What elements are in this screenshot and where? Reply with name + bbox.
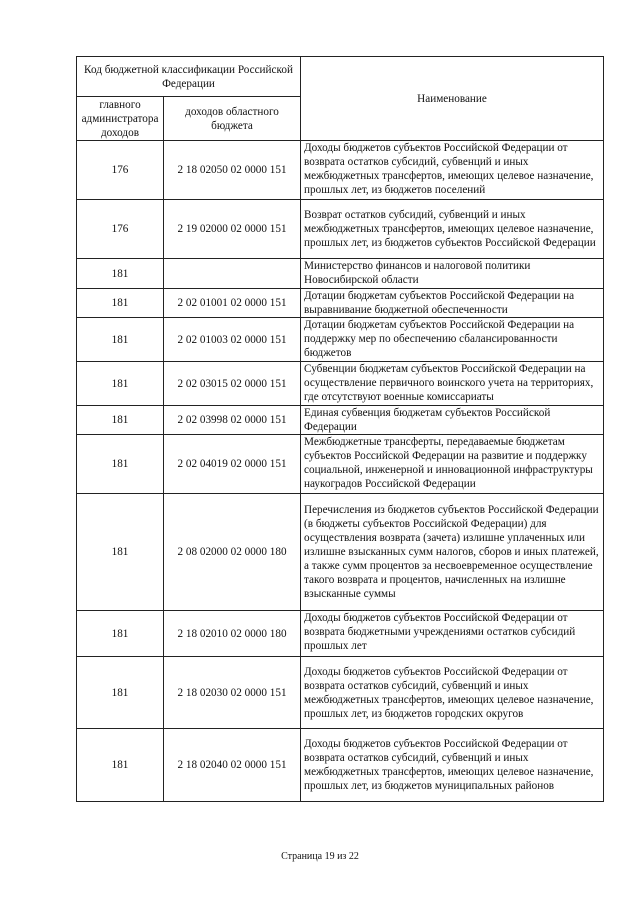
revenue-code-cell: 2 18 02010 02 0000 180 [164, 611, 301, 657]
admin-code-cell: 181 [77, 406, 164, 435]
revenue-code-cell: 2 08 02000 02 0000 180 [164, 494, 301, 611]
header-group-title: Код бюджетной классификации Российской Федерации [77, 57, 301, 97]
revenue-code-cell: 2 18 02040 02 0000 151 [164, 729, 301, 802]
admin-code-cell: 181 [77, 318, 164, 362]
ministry-title-cell: Министерство финансов и налоговой политики Новосибирской области [301, 259, 604, 289]
table-row [77, 729, 604, 802]
table-row [77, 318, 604, 362]
revenue-code-cell [164, 259, 301, 289]
description-cell: Доходы бюджетов субъектов Российской Федерации от возврата бюджетными учреждениями остатков субсидий прошлых лет [301, 611, 604, 657]
table-row [77, 611, 604, 657]
table-row [77, 141, 604, 200]
revenue-code-cell: 2 02 01001 02 0000 151 [164, 289, 301, 318]
admin-code-cell: 181 [77, 435, 164, 494]
description-cell: Возврат остатков субсидий, субвенций и иных межбюджетных трансфертов, имеющих целевое назначение, прошлых лет, из бюджетов субъектов Российской Федерации [301, 200, 604, 259]
description-cell: Межбюджетные трансферты, передаваемые бюджетам субъектов Российской Федерации на развитие и поддержку социальной, инженерной и инновационной инфраструктуры наукоградов Российской Федерации [301, 435, 604, 494]
revenue-code-cell: 2 19 02000 02 0000 151 [164, 200, 301, 259]
table-row [77, 494, 604, 611]
revenue-code-cell: 2 02 03015 02 0000 151 [164, 362, 301, 406]
admin-code-cell: 181 [77, 494, 164, 611]
table-row [77, 406, 604, 435]
description-cell: Дотации бюджетам субъектов Российской Федерации на выравнивание бюджетной обеспеченности [301, 289, 604, 318]
table-row [77, 657, 604, 729]
description-cell: Доходы бюджетов субъектов Российской Федерации от возврата остатков субсидий, субвенций и иных межбюджетных трансфертов, имеющих целевое назначение, прошлых лет, из бюджетов поселений [301, 141, 604, 200]
page-number: Страница 19 из 22 [281, 851, 359, 862]
description-cell: Единая субвенция бюджетам субъектов Российской Федерации [301, 406, 604, 435]
description-cell: Субвенции бюджетам субъектов Российской Федерации на осуществление первичного воинского учета на территориях, где отсутствуют военные комиссариаты [301, 362, 604, 406]
section-header-row [77, 259, 604, 289]
table-row [77, 289, 604, 318]
description-cell: Перечисления из бюджетов субъектов Российской Федерации (в бюджеты субъектов Российской Федерации) для осуществления возврата (зачета) излишне уплаченных или излишне взысканных сумм налогов, сборов и иных платежей, а также сумм процентов за несвоевременное осуществление такого возврата и процентов, начисленных на излишне взысканные суммы [301, 494, 604, 611]
revenue-code-cell: 2 02 04019 02 0000 151 [164, 435, 301, 494]
admin-code-cell: 181 [77, 657, 164, 729]
table-row [77, 362, 604, 406]
header-name-column: Наименование [301, 57, 604, 141]
header-admin-column: главного администратора доходов [77, 97, 164, 141]
revenue-code-cell: 2 18 02030 02 0000 151 [164, 657, 301, 729]
admin-code-cell: 176 [77, 141, 164, 200]
revenue-code-cell: 2 02 03998 02 0000 151 [164, 406, 301, 435]
table-header-row-1 [77, 57, 604, 97]
budget-classification-table [76, 56, 604, 802]
description-cell: Доходы бюджетов субъектов Российской Федерации от возврата остатков субсидий, субвенций и иных межбюджетных трансфертов, имеющих целевое назначение, прошлых лет, из бюджетов городских округов [301, 657, 604, 729]
admin-code-cell: 176 [77, 200, 164, 259]
table-row [77, 200, 604, 259]
admin-code-cell: 181 [77, 362, 164, 406]
revenue-code-cell: 2 18 02050 02 0000 151 [164, 141, 301, 200]
description-cell: Доходы бюджетов субъектов Российской Федерации от возврата остатков субсидий, субвенций и иных межбюджетных трансфертов, имеющих целевое назначение, прошлых лет, из бюджетов муниципальных районов [301, 729, 604, 802]
description-cell: Дотации бюджетам субъектов Российской Федерации на поддержку мер по обеспечению сбалансированности бюджетов [301, 318, 604, 362]
admin-code-cell: 181 [77, 289, 164, 318]
table-row [77, 435, 604, 494]
revenue-code-cell: 2 02 01003 02 0000 151 [164, 318, 301, 362]
admin-code-cell: 181 [77, 259, 164, 289]
admin-code-cell: 181 [77, 729, 164, 802]
header-revenue-column: доходов областного бюджета [164, 97, 301, 141]
admin-code-cell: 181 [77, 611, 164, 657]
